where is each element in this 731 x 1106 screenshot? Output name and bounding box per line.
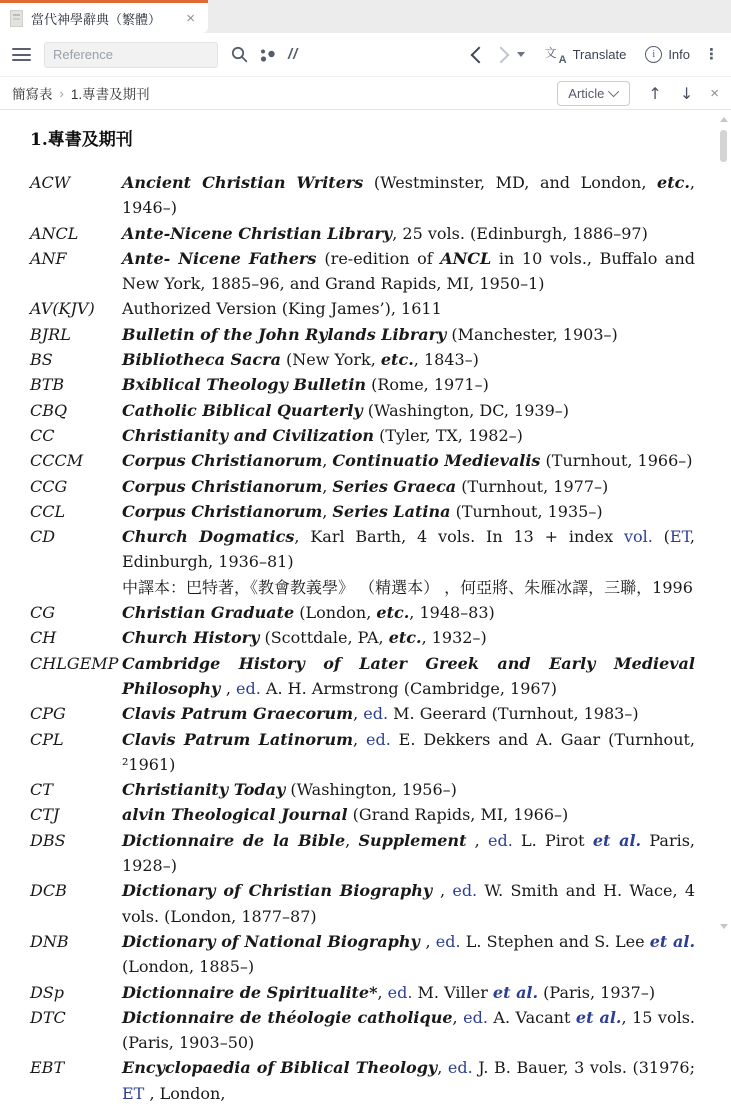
- entry-abbr: ANF: [30, 248, 67, 268]
- breadcrumb-separator-icon: ›: [59, 85, 64, 101]
- entry-row: [30, 448, 695, 473]
- entry-abbr: BTB: [30, 375, 65, 395]
- reference-link[interactable]: ed.: [447, 1058, 473, 1078]
- entry-row: [30, 322, 695, 347]
- entry-row: [30, 600, 695, 625]
- entry-abbr: BJRL: [30, 324, 71, 344]
- entry-row: [30, 1055, 695, 1106]
- search-icon[interactable]: [231, 46, 248, 63]
- info-label: Info: [668, 47, 690, 62]
- entry-row: [30, 878, 695, 929]
- entry-row: [30, 625, 695, 650]
- entry-row: [30, 802, 695, 827]
- entry-row: [30, 246, 695, 297]
- tab-bar: [0, 0, 731, 33]
- entry-abbr: CPG: [30, 704, 66, 724]
- reference-link[interactable]: et al.: [492, 982, 539, 1002]
- entry-abbr: CPL: [30, 729, 64, 749]
- reference-link[interactable]: ed.: [387, 982, 413, 1002]
- section-heading: 1.專書及期刊: [30, 130, 133, 150]
- back-icon[interactable]: [470, 46, 487, 63]
- translate-button[interactable]: [545, 46, 627, 64]
- breadcrumb-current[interactable]: 1.專書及期刊: [70, 87, 150, 102]
- menu-icon[interactable]: [12, 48, 31, 61]
- entry-description: Church History (Scottdale, PA, etc., 1932–): [122, 628, 487, 648]
- reference-link[interactable]: ed.: [363, 704, 389, 724]
- entry-abbr: CG: [30, 603, 56, 623]
- translate-icon: 文 A: [544, 45, 567, 66]
- reference-link[interactable]: ET: [122, 1083, 145, 1103]
- entry-description: Christianity Today (Washington, 1956–): [122, 780, 457, 800]
- entry-abbr: ACW: [30, 173, 71, 192]
- entry-description: Bulletin of the John Rylands Library (Manchester, 1903–): [122, 324, 618, 344]
- multiview-icon[interactable]: //: [288, 46, 299, 63]
- entry-description: Bibliotheca Sacra (New York, etc., 1843–): [122, 350, 479, 370]
- panel-bar: [0, 76, 731, 110]
- related-resources-icon[interactable]: [259, 47, 277, 63]
- entry-description: alvin Theological Journal (Grand Rapids, MI, 1966–): [122, 805, 569, 825]
- entry-row: [30, 221, 695, 246]
- entry-row: [30, 1005, 695, 1056]
- reference-link[interactable]: ed.: [435, 931, 461, 951]
- entry-description: Christian Graduate (London, etc., 1948–83): [122, 603, 495, 623]
- entry-abbr: CCG: [30, 476, 68, 496]
- entry-abbr: CCCM: [30, 451, 84, 471]
- entry-row: [30, 701, 695, 726]
- reference-input[interactable]: [44, 42, 218, 68]
- entry-description: Ante- Nicene Fathers (re-edition of ANCL in 10 vols., Buffalo and New York, 1885–96, and Grand Rapids, MI, 1950–1): [122, 248, 696, 294]
- article-dropdown[interactable]: [557, 81, 630, 106]
- article-dropdown-label: Article: [568, 85, 605, 101]
- reference-link[interactable]: et al.: [575, 1007, 622, 1027]
- resource-thumbnail-icon: [10, 10, 23, 27]
- toolbar: [0, 33, 731, 76]
- history-dropdown-icon[interactable]: [517, 52, 525, 57]
- tab-close-icon[interactable]: ×: [186, 9, 195, 27]
- previous-article-button[interactable]: ↑: [648, 83, 662, 103]
- tab-title: 當代神學辭典（繁體）: [31, 11, 162, 27]
- entry-description: Corpus Christianorum, Continuatio Medievalis (Turnhout, 1966–): [122, 451, 693, 471]
- entry-row: [30, 651, 695, 702]
- entry-row: [30, 980, 695, 1005]
- entry-abbr: CH: [30, 628, 57, 648]
- entry-abbr: CC: [30, 425, 55, 445]
- entry-abbr: BS: [30, 350, 53, 370]
- chevron-down-icon: [608, 86, 619, 97]
- entry-description: Corpus Christianorum, Series Graeca (Turnhout, 1977–): [122, 476, 609, 496]
- entry-abbr: CBQ: [30, 400, 68, 420]
- locator-close-icon[interactable]: ×: [710, 84, 719, 102]
- entry-description: Dictionnaire de la Bible, Supplement , ed. L. Pirot et al. Paris, 1928–): [122, 830, 696, 876]
- entry-description: Christianity and Civilization (Tyler, TX, 1982–): [122, 425, 523, 445]
- entry-description: Clavis Patrum Graecorum, ed. M. Geerard (Turnhout, 1983–): [122, 704, 639, 724]
- entry-description: Catholic Biblical Quarterly (Washington, DC, 1939–): [122, 400, 569, 420]
- entry-row: [30, 423, 695, 448]
- entry-description: Clavis Patrum Latinorum, ed. E. Dekkers and A. Gaar (Turnhout, ²1961): [122, 729, 696, 774]
- entry-description: Ante-Nicene Christian Library, 25 vols. (Edinburgh, 1886–97): [122, 223, 648, 243]
- reference-link[interactable]: ed.: [488, 830, 513, 850]
- resource-content: [0, 110, 731, 1103]
- entry-abbr: CTJ: [30, 805, 60, 825]
- reference-link[interactable]: vol.: [623, 527, 653, 547]
- entry-description: Corpus Christianorum, Series Latina (Turnhout, 1935–): [122, 501, 603, 521]
- reference-link[interactable]: ed.: [366, 729, 391, 749]
- entry-abbr: EBT: [30, 1058, 65, 1078]
- entry-row: [30, 499, 695, 524]
- entry-description: Dictionnaire de Spiritualite*, ed. M. Viller et al. (Paris, 1937–): [122, 982, 656, 1002]
- entry-description: Dictionary of Christian Biography , ed. W. Smith and H. Wace, 4 vols. (London, 1877–87): [122, 881, 696, 926]
- entry-description: Encyclopaedia of Biblical Theology, ed. J. B. Bauer, 3 vols. (31976; ET , London,: [122, 1058, 696, 1103]
- reference-link[interactable]: ed.: [452, 881, 478, 901]
- entry-description: Church Dogmatics, Karl Barth, 4 vols. In 13 + index vol. (ET, Edinburgh, 1936–81) 中譯本：巴特著，《教會教義學》 （精選本） ，何亞將、朱雁冰譯，三聯，1996: [122, 527, 696, 597]
- entry-abbr: ANCL: [30, 223, 79, 243]
- entry-row: [30, 398, 695, 423]
- entry-abbr: DCB: [30, 881, 67, 901]
- entry-row: [30, 474, 695, 499]
- breadcrumb-root[interactable]: 簡寫表: [12, 87, 53, 102]
- entry-row: [30, 727, 695, 778]
- reference-link[interactable]: ed.: [463, 1007, 488, 1027]
- reference-link[interactable]: et al.: [649, 931, 696, 951]
- entry-row: [30, 777, 695, 802]
- entry-row: [30, 524, 695, 600]
- entries: [30, 170, 695, 1106]
- entry-abbr: DTC: [30, 1007, 66, 1027]
- next-article-button[interactable]: ↓: [679, 83, 694, 103]
- entry-abbr: CD: [30, 527, 56, 547]
- entry-description: Bxiblical Theology Bulletin (Rome, 1971–): [122, 375, 489, 395]
- entry-abbr: AV(KJV): [30, 299, 95, 319]
- entry-row: [30, 296, 695, 321]
- tab-resource[interactable]: [0, 0, 208, 33]
- entry-row: [30, 929, 695, 980]
- entry-description: Cambridge History of Later Greek and Early Medieval Philosophy , ed. A. H. Armstrong (Cambridge, 1967): [122, 653, 695, 698]
- entry-abbr: DNB: [30, 931, 69, 951]
- entry-row: [30, 372, 695, 397]
- panel-menu-icon[interactable]: ⋮: [704, 46, 719, 63]
- forward-icon[interactable]: [492, 46, 509, 63]
- entry-description: Dictionnaire de théologie catholique, ed. A. Vacant et al., 15 vols. (Paris, 1903–50): [122, 1007, 696, 1053]
- entry-row: [30, 828, 695, 879]
- entry-abbr: DSp: [30, 982, 65, 1002]
- entry-description: Authorized Version (King James’), 1611: [122, 299, 442, 319]
- entry-abbr: CT: [30, 780, 53, 800]
- entry-abbr: CHLGEMP: [30, 653, 119, 673]
- entry-row: [30, 170, 695, 221]
- entry-description: Dictionary of National Biography , ed. L. Stephen and S. Lee et al. (London, 1885–): [122, 931, 696, 977]
- reference-link[interactable]: ET: [669, 527, 690, 547]
- translate-label: Translate: [572, 47, 627, 62]
- reference-link[interactable]: et al.: [592, 830, 642, 850]
- entry-description: Ancient Christian Writers (Westminster, MD, and London, etc., 1946–): [122, 173, 695, 218]
- info-icon: i: [645, 46, 662, 63]
- entry-abbr: DBS: [30, 830, 66, 850]
- reference-link[interactable]: ed.: [236, 678, 261, 698]
- entry-abbr: CCL: [30, 501, 66, 521]
- entry-row: [30, 347, 695, 372]
- info-button[interactable]: [645, 46, 690, 63]
